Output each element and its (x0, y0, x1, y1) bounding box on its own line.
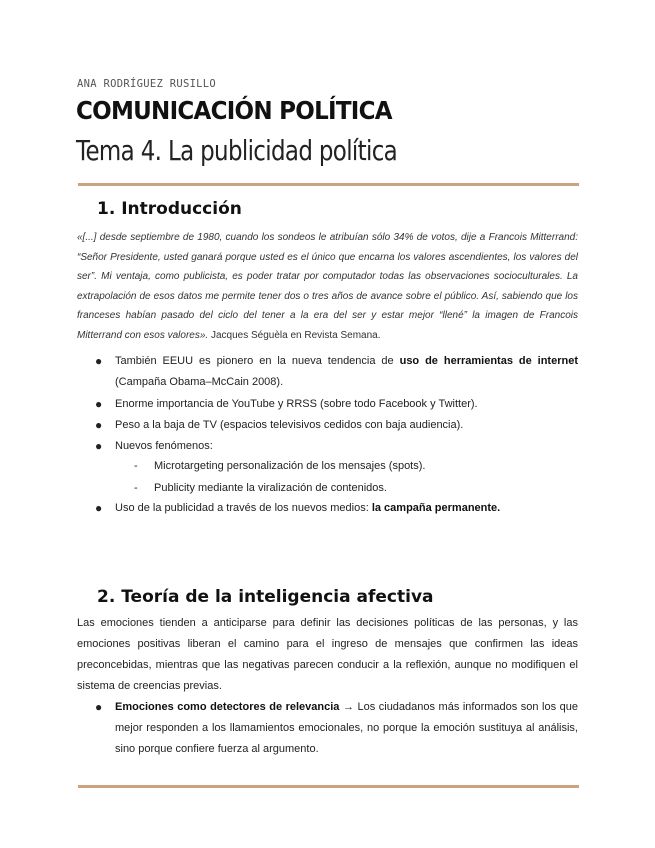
dash-marker: - (134, 460, 138, 472)
section-2-heading: 2. Teoría de la inteligencia afectiva (97, 587, 434, 607)
list-item-bold: Emociones como detectores de relevancia (115, 701, 340, 713)
bottom-divider (78, 785, 579, 788)
sub-list-item-text: Publicity mediante la viralización de contenidos. (154, 482, 387, 494)
bullet-dot: ● (95, 397, 103, 411)
list-item-text: Nuevos fenómenos: (115, 440, 213, 452)
author-name: ANA RODRÍGUEZ RUSILLO (77, 78, 217, 90)
intro-quote (77, 228, 578, 345)
list-item-text: Uso de la publicidad a través de los nuevos medios: (115, 502, 372, 514)
section-1-heading: 1. Introducción (97, 199, 242, 219)
quote-source: Jacques Séguèla en Revista Semana. (210, 329, 381, 341)
section-2-paragraph: Las emociones tienden a anticiparse para definir las decisiones políticas de las personas, y las emociones positivas liberan el camino para el ingreso de mensajes que confirmen las ideas preconcebidas, mientras que las negativas parecen conducir a la reflexión, aunque no modifiquen el sistema de creencias previas. (77, 617, 578, 692)
bullet-dot: ● (95, 700, 103, 714)
list-item-text: Peso a la baja de TV (espacios televisivos cedidos con baja audiencia). (115, 419, 464, 431)
list-item (77, 697, 578, 761)
list-item-bold: la campaña permanente. (371, 502, 501, 514)
top-divider (78, 183, 579, 186)
quote-text: «[...] desde septiembre de 1980, cuando los sondeos le atribuían sólo 34% de votos, dije a Francois Mitterrand: “Señor Presidente, usted ganará porque usted es el único que encarna los valores ascendientes, los valores del ser”. Mi ventaja, como publicista, es poder tratar por computador todas las observaciones socioculturales. La extrapolación de esos datos me permite tener dos o tres años de avance sobre el público. Así, sabiendo que los franceses habían pasado del ciclo del tener a la era del ser y estar mejor “llené” la imagen de Francois Mitterrand con esos valores». (77, 232, 578, 341)
bullet-dot: ● (95, 354, 103, 368)
lesson-title: Tema 4. La publicidad política (76, 134, 398, 167)
sub-list-item-text: Microtargeting personalización de los mensajes (spots). (154, 460, 426, 472)
list-item (77, 351, 578, 393)
bullet-dot: ● (95, 418, 103, 432)
list-item-text: Enorme importancia de YouTube y RRSS (sobre todo Facebook y Twitter). (115, 398, 478, 410)
list-item-text: Los ciudadanos más informados son los que mejor responden a los llamamientos emocionales, no porque la emoción sustituya al análisis, sino porque confiere fuerza al argumento. (115, 701, 578, 755)
arrow-glyph: → (339, 701, 358, 713)
bullet-dot: ● (95, 439, 103, 453)
bullet-dot: ● (95, 501, 103, 515)
course-title: COMUNICACIÓN POLÍTICA (76, 96, 392, 125)
list-item-text-end: (Campaña Obama–McCain 2008). (115, 376, 284, 388)
list-item-text: También EEUU es pionero en la nueva tendencia de (115, 355, 400, 367)
dash-marker: - (134, 482, 138, 494)
list-item-bold: uso de herramientas de internet (399, 355, 578, 367)
